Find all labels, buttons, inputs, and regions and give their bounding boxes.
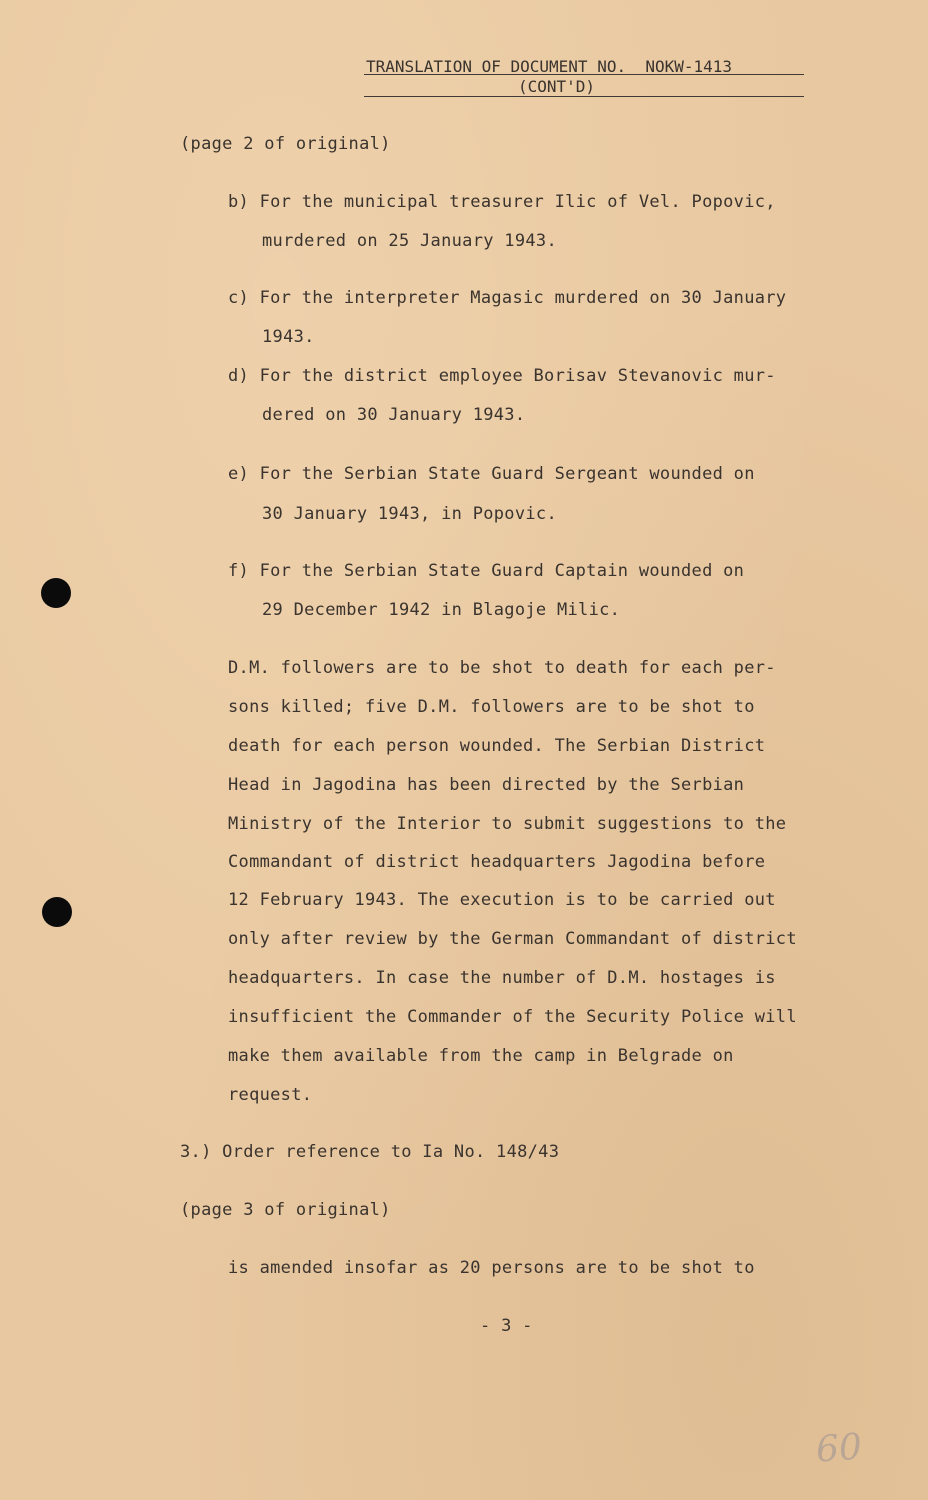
punch-hole	[42, 897, 72, 927]
order-reference: 3.) Order reference to Ia No. 148/43	[180, 1142, 560, 1162]
paragraph-line: 12 February 1943. The execution is to be carried out	[228, 890, 776, 910]
list-item-b: b) For the municipal treasurer Ilic of Vel. Popovic,	[228, 192, 776, 212]
page-number: - 3 -	[480, 1316, 533, 1336]
list-item-f: f) For the Serbian State Guard Captain wounded on	[228, 561, 745, 581]
paragraph-line: is amended insofar as 20 persons are to be shot to	[228, 1258, 755, 1278]
paragraph-line: Commandant of district headquarters Jagodina before	[228, 852, 766, 872]
paragraph-line: make them available from the camp in Belgrade on	[228, 1046, 734, 1066]
paragraph-line: insufficient the Commander of the Security Police will	[228, 1007, 797, 1027]
paragraph-line: request.	[228, 1085, 313, 1105]
paragraph-line: sons killed; five D.M. followers are to be shot to	[228, 697, 755, 717]
list-item-f-cont: 29 December 1942 in Blagoje Milic.	[262, 600, 621, 620]
list-item-e-cont: 30 January 1943, in Popovic.	[262, 504, 557, 524]
paragraph-line: death for each person wounded. The Serbian District	[228, 736, 766, 756]
list-item-d: d) For the district employee Borisav Stevanovic mur-	[228, 366, 776, 386]
paragraph-line: D.M. followers are to be shot to death for each per-	[228, 658, 776, 678]
handwritten-page-number: 60	[814, 1426, 864, 1471]
list-item-b-cont: murdered on 25 January 1943.	[262, 231, 557, 251]
paragraph-line: Ministry of the Interior to submit suggestions to the	[228, 814, 787, 834]
page-reference: (page 2 of original)	[180, 134, 391, 154]
list-item-c: c) For the interpreter Magasic murdered on 30 January	[228, 288, 787, 308]
page-reference: (page 3 of original)	[180, 1200, 391, 1220]
list-item-c-cont: 1943.	[262, 327, 315, 347]
list-item-d-cont: dered on 30 January 1943.	[262, 405, 526, 425]
punch-hole	[41, 578, 71, 608]
subtitle-underline	[364, 96, 804, 97]
document-title: TRANSLATION OF DOCUMENT NO. NOKW-1413	[366, 57, 733, 76]
paragraph-line: only after review by the German Commandant of district	[228, 929, 797, 949]
paragraph-line: Head in Jagodina has been directed by the Serbian	[228, 775, 745, 795]
document-subtitle: (CONT'D)	[518, 77, 596, 96]
paragraph-line: headquarters. In case the number of D.M. hostages is	[228, 968, 776, 988]
title-underline	[364, 74, 804, 75]
list-item-e: e) For the Serbian State Guard Sergeant wounded on	[228, 464, 755, 484]
